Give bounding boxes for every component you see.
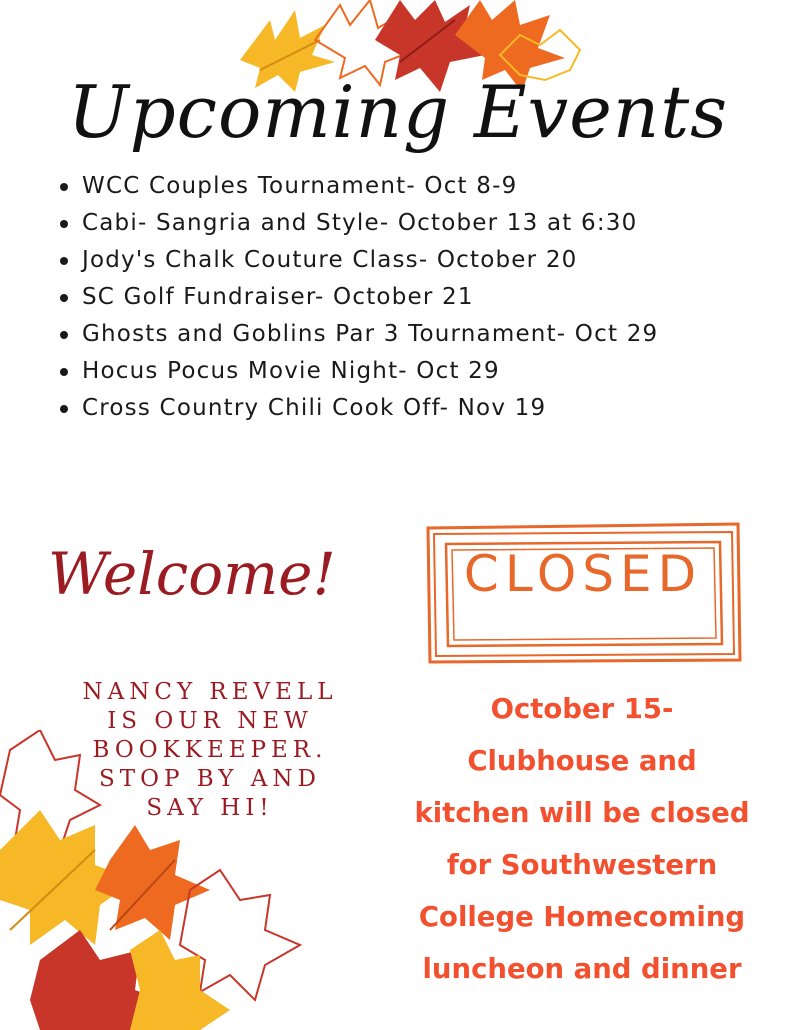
event-label: Cross Country Chili Cook Off- Nov 19 (82, 395, 547, 421)
bullet-icon (60, 294, 68, 302)
list-item (58, 205, 658, 242)
event-label: WCC Couples Tournament- Oct 8-9 (82, 173, 518, 199)
welcome-message-line: STOP BY AND (99, 766, 321, 792)
welcome-heading: Welcome! (48, 540, 336, 608)
list-item (58, 242, 658, 279)
bullet-icon (60, 257, 68, 265)
page-title: Upcoming Events (67, 70, 729, 154)
closure-notice-line: October 15- (490, 693, 674, 725)
bullet-icon (60, 220, 68, 228)
list-item (58, 316, 658, 353)
closure-notice-line: for Southwestern (446, 849, 718, 881)
closure-notice-line: Clubhouse and (467, 745, 697, 777)
welcome-message-line: IS OUR NEW (107, 708, 313, 734)
closure-notice-line: kitchen will be closed (414, 797, 750, 829)
closure-notice (398, 683, 766, 995)
list-item (58, 168, 658, 205)
event-label: Hocus Pocus Movie Night- Oct 29 (82, 358, 500, 384)
event-label: Ghosts and Goblins Par 3 Tournament- Oct 29 (82, 321, 659, 347)
welcome-message (30, 678, 390, 823)
list-item (58, 390, 658, 427)
event-label: Cabi- Sangria and Style- October 13 at 6:30 (82, 210, 638, 236)
bullet-icon (60, 183, 68, 191)
events-list (58, 168, 658, 427)
event-label: SC Golf Fundraiser- October 21 (82, 284, 474, 310)
welcome-message-line: BOOKKEEPER. (92, 737, 328, 763)
event-label: Jody's Chalk Couture Class- October 20 (82, 247, 578, 273)
bullet-icon (60, 331, 68, 339)
bullet-icon (60, 368, 68, 376)
list-item (58, 279, 658, 316)
closure-notice-line: College Homecoming (418, 901, 746, 933)
welcome-message-line: SAY HI! (146, 795, 274, 821)
closed-stamp-label: CLOSED (463, 545, 703, 603)
bullet-icon (60, 405, 68, 413)
maple-leaf-icon (95, 825, 210, 940)
welcome-message-line: NANCY REVELL (82, 679, 338, 705)
closure-notice-line: luncheon and dinner (422, 953, 742, 985)
list-item (58, 353, 658, 390)
